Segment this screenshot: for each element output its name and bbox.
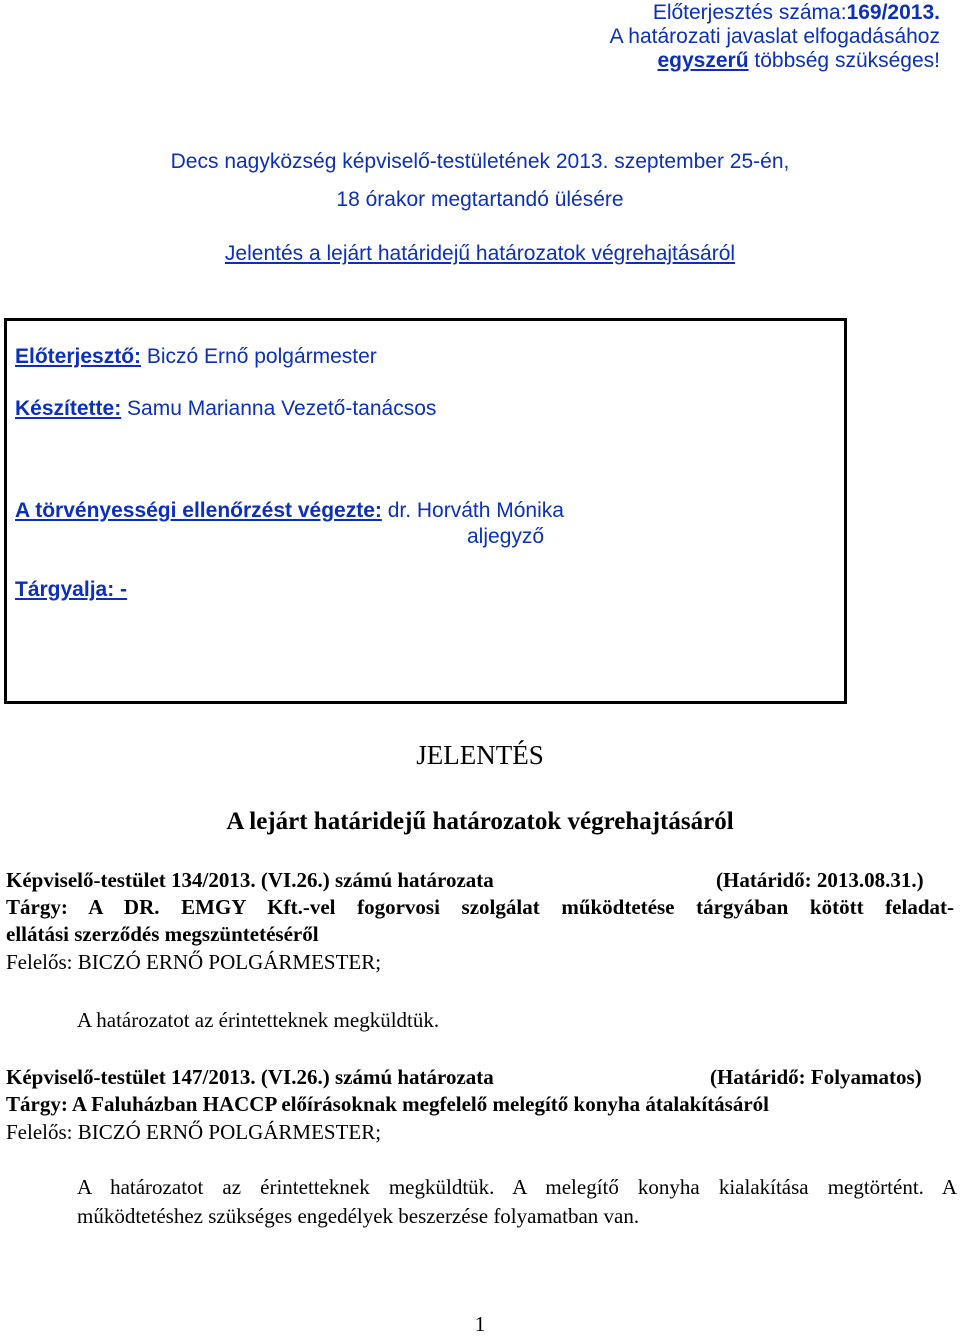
legal-check-title: aljegyző <box>467 525 545 548</box>
legal-check-value: dr. Horváth Mónika <box>381 499 564 522</box>
presenter-row <box>15 345 377 369</box>
item-1-deadline: (Határidő: 2013.08.31.) <box>716 868 924 892</box>
prepared-row <box>15 397 436 421</box>
item-2-resolution: Képviselő-testület 147/2013. (VI.26.) számú határozata <box>6 1065 494 1089</box>
item-2-status-line-2: működtetéshez szükséges engedélyek beszerzése folyamatban van. <box>77 1204 640 1228</box>
item-2-deadline: (Határidő: Folyamatos) <box>710 1065 922 1089</box>
meeting-line-1: Decs nagyközség képviselő-testületének 2013. szeptember 25-én, <box>170 150 790 173</box>
legal-check-row <box>15 499 564 523</box>
item-1-subject-line-2: ellátási szerződés megszüntetéséről <box>6 922 319 946</box>
item-1-status: A határozatot az érintetteknek megküldtük. <box>77 1008 440 1032</box>
item-1-responsible: Felelős: BICZÓ ERNŐ POLGÁRMESTER; <box>6 950 382 974</box>
item-1-subject-line-1: Tárgy: A DR. EMGY Kft.-vel fogorvosi szolgálat működtetése tárgyában kötött feladat- <box>6 895 954 919</box>
discussed-by: Tárgyalja: - <box>15 578 128 601</box>
item-2-subject: Tárgy: A Faluházban HACCP előírásoknak megfelelő melegítő konyha átalakításáról <box>6 1092 770 1116</box>
proposal-number-value: 169/2013. <box>846 1 940 24</box>
majority-note <box>658 48 941 74</box>
meeting-subject: Jelentés a lejárt határidejű határozatok végrehajtásáról <box>224 242 736 265</box>
item-2-responsible: Felelős: BICZÓ ERNŐ POLGÁRMESTER; <box>6 1120 382 1144</box>
proposal-number <box>653 0 940 26</box>
prepared-value: Samu Marianna Vezető-tanácsos <box>121 397 437 420</box>
prepared-label: Készítette: <box>15 397 122 420</box>
report-title: JELENTÉS <box>416 740 544 770</box>
presenter-value: Biczó Ernő polgármester <box>141 345 377 368</box>
adoption-note: A határozati javaslat elfogadásához <box>609 25 940 48</box>
item-1-resolution: Képviselő-testület 134/2013. (VI.26.) számú határozata <box>6 868 494 892</box>
proposal-number-label: Előterjesztés száma: <box>652 1 847 24</box>
item-2-status-line-1: A határozatot az érintetteknek megküldtük. A melegítő konyha kialakítása megtörtént. A <box>77 1175 957 1199</box>
majority-rest: többség szükséges! <box>748 49 940 72</box>
meeting-line-2: 18 órakor megtartandó ülésére <box>336 188 624 211</box>
page-number: 1 <box>474 1312 486 1336</box>
presenter-label: Előterjesztő: <box>15 345 142 368</box>
majority-word: egyszerű <box>657 49 749 72</box>
report-subtitle: A lejárt határidejű határozatok végrehajtásáról <box>226 808 734 835</box>
legal-check-label: A törvényességi ellenőrzést végezte: <box>15 499 382 522</box>
